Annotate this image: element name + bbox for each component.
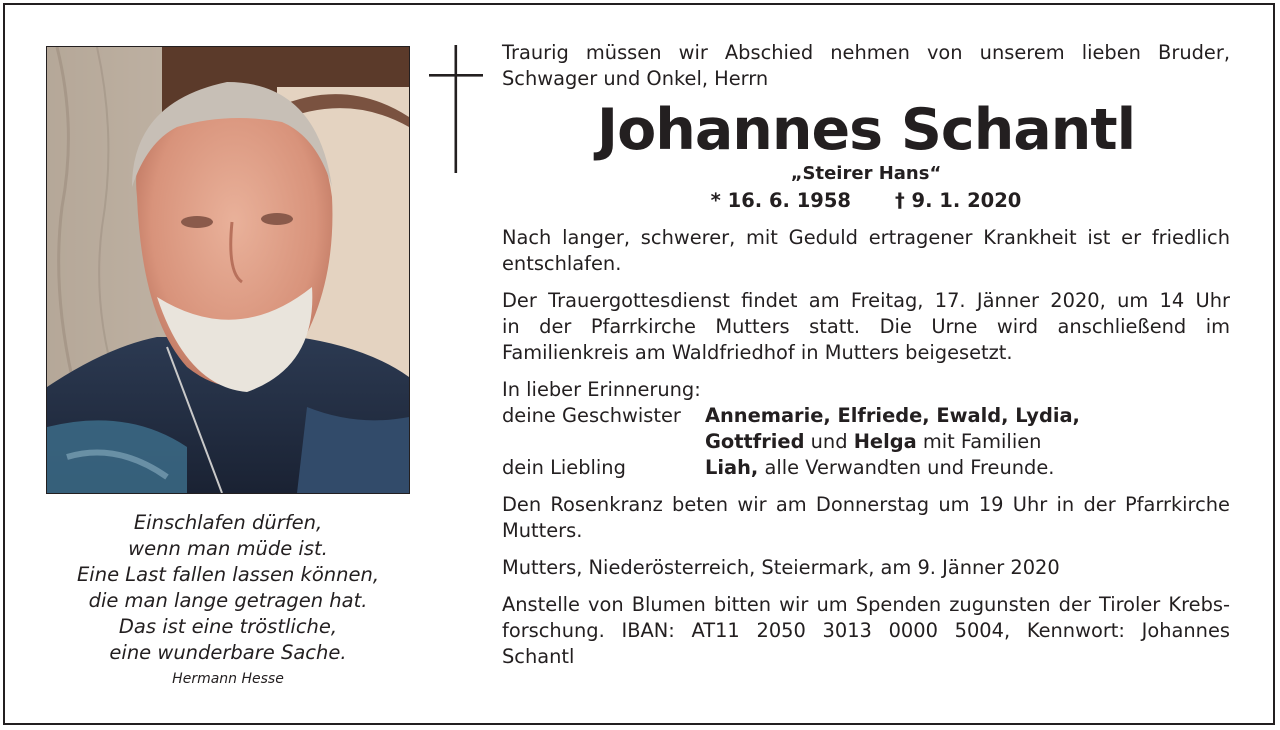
text-line: entschlafen.	[502, 252, 622, 275]
sibling-name: Gottfried	[705, 430, 805, 453]
sibling-name: Helga	[853, 430, 917, 453]
death-date: † 9. 1. 2020	[895, 189, 1022, 212]
portrait-photo	[46, 46, 410, 494]
rosary-paragraph	[502, 492, 1230, 544]
darling-name: Liah,	[705, 456, 759, 479]
text-line: Der Trauergottesdienst findet am Freitag, 17. Jänner 2020, um 14 Uhr	[502, 289, 1230, 312]
text-line: Mutters.	[502, 519, 583, 542]
deceased-name: Johannes Schantl	[596, 97, 1136, 163]
poem-line: wenn man müde ist.	[128, 537, 328, 560]
with-families: mit Familien	[922, 430, 1042, 453]
relatives-friends: alle Verwandten und Freunde.	[764, 456, 1055, 479]
deceased-nickname: „Steirer Hans“	[790, 163, 942, 184]
hesse-poem	[46, 510, 410, 689]
donation-paragraph	[502, 592, 1230, 670]
cross-icon	[429, 45, 483, 173]
text-line: forschung. IBAN: AT11 2050 3013 0000 5004, Kennwort: Johannes	[502, 619, 1230, 642]
text-line: Nach langer, schwerer, mit Geduld ertragener Krankheit ist er friedlich	[502, 226, 1230, 249]
poem-author: Hermann Hesse	[172, 671, 284, 687]
notice-text	[502, 40, 1230, 670]
poem-line: Das ist eine tröstliche,	[118, 615, 338, 638]
intro-line: Traurig müssen wir Abschied nehmen von unserem lieben Bruder,	[502, 41, 1230, 64]
text-line: Den Rosenkranz beten wir am Donnerstag um 19 Uhr in der Pfarrkirche	[502, 493, 1230, 516]
and-word: und	[810, 430, 848, 453]
text-line: Anstelle von Blumen bitten wir um Spenden zugunsten der Tiroler Krebs-	[502, 593, 1230, 616]
poem-line: Einschlafen dürfen,	[133, 511, 323, 534]
siblings-names: Annemarie, Elfriede, Ewald, Lydia,	[705, 404, 1080, 427]
life-dates	[502, 188, 1230, 214]
text-line: in der Pfarrkirche Mutters statt. Die Urne wird anschließend im	[502, 315, 1230, 338]
darling-label: dein Liebling	[502, 456, 626, 479]
poem-line: die man lange getragen hat.	[88, 589, 368, 612]
memory-intro: In lieber Erinnerung:	[502, 378, 701, 401]
mourners-list	[502, 403, 1080, 481]
service-paragraph	[502, 288, 1230, 366]
intro-line: Schwager und Onkel, Herrn	[502, 67, 769, 90]
siblings-label: deine Geschwister	[502, 404, 681, 427]
poem-line: eine wunderbare Sache.	[109, 641, 347, 664]
text-line: Familienkreis am Waldfriedhof in Mutters beigesetzt.	[502, 341, 1013, 364]
poem-line: Eine Last fallen lassen können,	[76, 563, 380, 586]
illness-paragraph	[502, 225, 1230, 277]
birth-date: * 16. 6. 1958	[710, 189, 851, 212]
place-date: Mutters, Niederösterreich, Steiermark, am 9. Jänner 2020	[502, 556, 1060, 579]
text-line: Schantl	[502, 645, 575, 668]
